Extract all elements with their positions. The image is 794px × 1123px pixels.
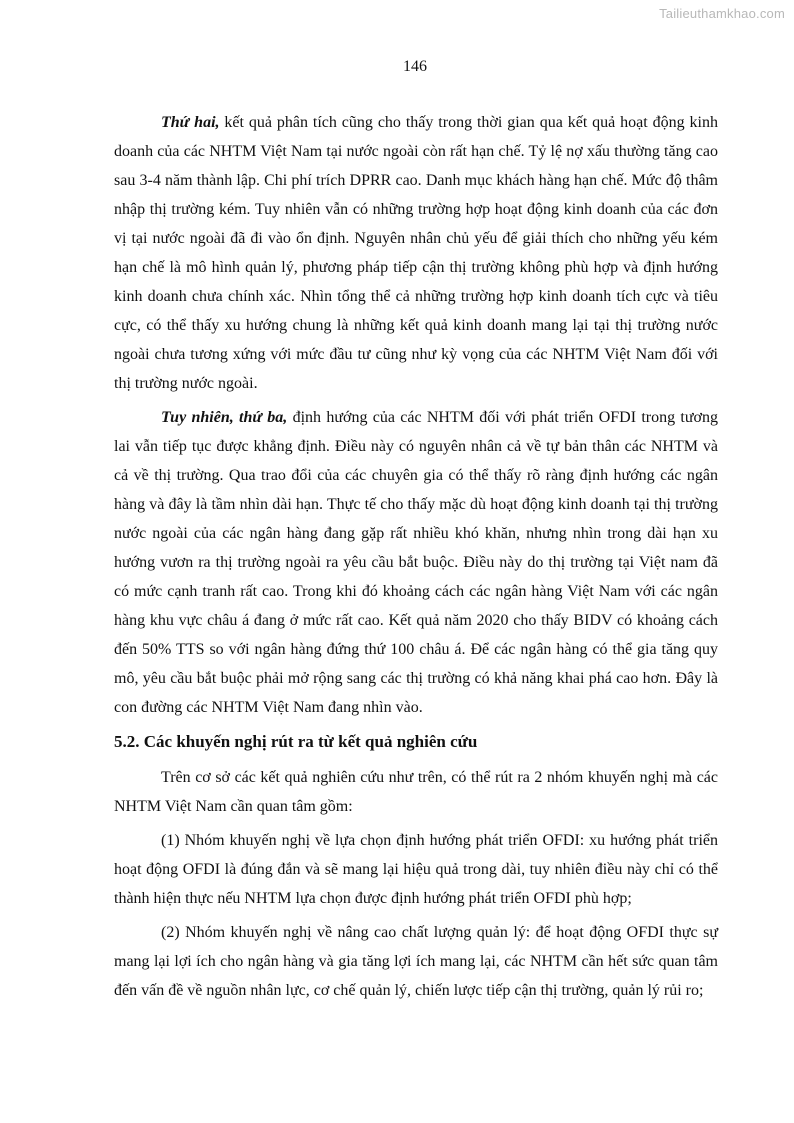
paragraph-text: kết quả phân tích cũng cho thấy trong thời gian qua kết quả hoạt động kinh doanh của các NHTM Việt Nam tại nước ngoài còn rất hạn chế. Tỷ lệ nợ xấu thường tăng cao sau 3-4 năm thành lập. Chi phí trích DPRR cao. Danh mục khách hàng hạn chế. Mức độ thâm nhập thị trường kém. Tuy nhiên vẫn có những trường hợp hoạt động kinh doanh của các đơn vị tại nước ngoài đã đi vào ổn định. Nguyên nhân chủ yếu để giải thích cho những yếu kém hạn chế là mô hình quản lý, phương pháp tiếp cận thị trường không phù hợp và định hướng kinh doanh chưa chính xác. Nhìn tổng thể cả những trường hợp kinh doanh tích cực và tiêu cực, có thể thấy xu hướng chung là những kết quả kinh doanh mang lại tại thị trường nước ngoài chưa tương xứng với mức đầu tư cũng như kỳ vọng của các NHTM Việt Nam đối với thị trường nước ngoài. <box>114 114 718 392</box>
paragraph-text: định hướng của các NHTM đối với phát triển OFDI trong tương lai vẫn tiếp tục được khẳng định. Điều này có nguyên nhân cả về tự bản thân các NHTM và cả về thị trường. Qua trao đổi của các chuyên gia có thể thấy rõ ràng định hướng các ngân hàng và đây là tầm nhìn dài hạn. Thực tế cho thấy mặc dù hoạt động kinh doanh tại thị trường nước ngoài của các ngân hàng đang gặp rất nhiều khó khăn, nhưng nhìn trong dài hạn xu hướng vươn ra thị trường ngoài ra yêu cầu bắt buộc. Điều này do thị trường tại Việt nam đã có mức cạnh tranh rất cao. Trong khi đó khoảng cách các ngân hàng Việt Nam với các ngân hàng khu vực châu á đang ở mức rất cao. Kết quả năm 2020 cho thấy BIDV có khoảng cách đến 50% TTS so với ngân hàng đứng thứ 100 châu á. Để các ngân hàng có thể gia tăng quy mô, yêu cầu bắt buộc phải mở rộng sang các thị trường có khả năng khai phá cao hơn. Đây là con đường các NHTM Việt Nam đang nhìn vào. <box>114 409 718 716</box>
document-body <box>114 108 718 1010</box>
paragraph-thu-ba <box>114 403 718 722</box>
section-intro-paragraph: Trên cơ sở các kết quả nghiên cứu như trên, có thể rút ra 2 nhóm khuyến nghị mà các NHTM Việt Nam cần quan tâm gồm: <box>114 769 718 815</box>
recommendation-2-paragraph: (2) Nhóm khuyến nghị về nâng cao chất lượng quản lý: để hoạt động OFDI thực sự mang lại lợi ích cho ngân hàng và gia tăng lợi ích mang lại, các NHTM cần hết sức quan tâm đến vấn đề về nguồn nhân lực, cơ chế quản lý, chiến lược tiếp cận thị trường, quản lý rủi ro; <box>114 924 718 999</box>
watermark-text: Tailieuthamkhao.com <box>659 6 785 21</box>
page-number: 146 <box>403 58 427 75</box>
recommendation-1-paragraph: (1) Nhóm khuyến nghị về lựa chọn định hướng phát triển OFDI: xu hướng phát triển hoạt động OFDI là đúng đắn và sẽ mang lại hiệu quả trong dài, tuy nhiên điều này chỉ có thể thành hiện thực nếu NHTM lựa chọn được định hướng phát triển OFDI phù hợp; <box>114 832 718 907</box>
paragraph-thu-hai <box>114 108 718 398</box>
paragraph-lead: Thứ hai, <box>161 114 220 131</box>
paragraph-lead: Tuy nhiên, thứ ba, <box>161 409 288 426</box>
section-heading: 5.2. Các khuyến nghị rút ra từ kết quả nghiên cứu <box>114 732 478 751</box>
